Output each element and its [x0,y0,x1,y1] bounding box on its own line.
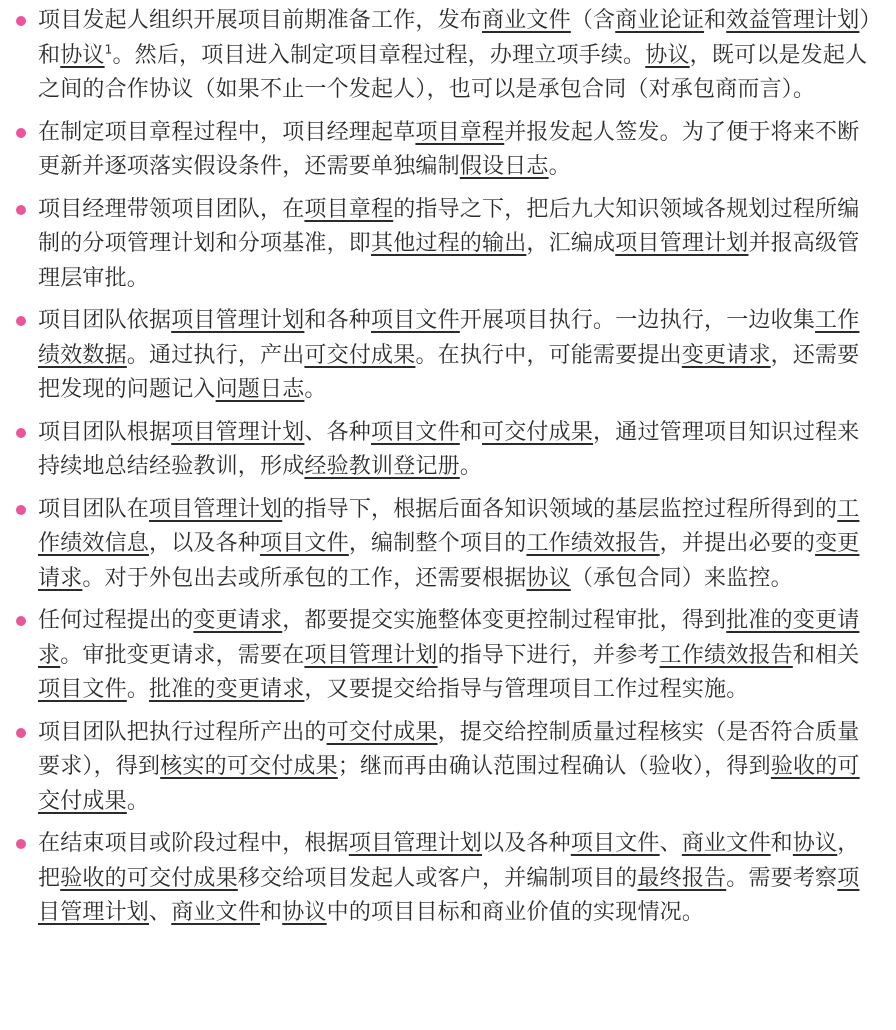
text-segment: 。 [548,154,571,179]
underlined-term: 商业文件 [482,8,571,33]
text-segment: 和 [459,419,483,445]
text-segment: 。 [459,454,483,479]
bullet-item [16,604,876,708]
text-segment: 、 [149,900,172,925]
text-segment: 并报高级管理层审批。 [38,231,860,291]
bullet-dot-icon [16,205,26,215]
underlined-term: 验收的可交付成果 [38,754,860,814]
underlined-term: 效益管理计划 [726,8,860,33]
text-segment: 。需要考察 [726,865,838,891]
text-segment: 移交给项目发起人或客户，并编制项目的 [237,865,638,891]
text-segment: 。 [126,788,150,814]
underlined-term: 变更请求 [193,608,283,633]
bullet-paragraph [38,831,859,925]
text-segment: ；继而再由确认范围过程确认（验收），得到 [337,754,771,779]
underlined-term: 最终报告 [637,865,727,891]
text-segment: 。在执行中，可能需要提出 [415,342,682,368]
underlined-term: 可交付成果 [482,419,594,445]
text-segment: 。 [126,677,150,702]
bullet-dot-icon [16,316,26,326]
text-segment: ，以及各种 [149,531,261,556]
text-segment: 、 [659,831,682,856]
underlined-term: 变更请求 [38,531,860,591]
text-segment: 的指导之下，把后九大知识领域各规划过程所编制的分项管理计划和分项基准，即 [38,196,860,256]
underlined-term: 工作绩效报告 [526,531,660,556]
bullet-paragraph [38,497,859,591]
text-segment: 项目团队把执行过程所产出的 [38,719,327,745]
underlined-term: 项目管理计划 [615,231,749,256]
text-segment: 和 [704,8,727,33]
text-segment: 项目团队依据 [38,308,172,333]
bullet-item [16,304,876,408]
underlined-term: 可交付成果 [326,719,438,745]
underlined-term: 商业论证 [615,8,705,33]
underlined-term: 批准的变更请求 [38,608,860,668]
underlined-term: 工作绩效数据 [38,308,860,368]
underlined-term: 变更请求 [681,342,771,368]
text-segment: 。通过执行，产出 [126,342,305,368]
bullet-dot-icon [16,616,26,626]
text-segment: 的指导下，根据后面各知识领域的基层监控过程所得到的 [282,496,838,522]
underlined-term: 项目管理计划 [149,496,283,522]
underlined-term: 问题日志 [215,377,305,402]
text-segment: （承包合同）来监控。 [570,565,793,591]
text-segment: ，还需要把发现的问题记入 [38,342,860,402]
text-segment: 项目团队根据 [38,419,172,445]
underlined-term: 项目管理计划 [348,831,483,856]
underlined-term: 可交付成果 [304,342,416,368]
underlined-term: 核实的可交付成果 [160,754,338,779]
text-segment: 项目发起人组织开展项目前期准备工作，发布 [38,8,483,33]
text-segment: 开展项目执行。一边执行，一边收集 [459,308,816,333]
text-segment: 。然后，项目进入制定项目章程过程，办理立项手续。 [112,42,646,68]
underlined-term: 项目文件 [38,677,127,702]
text-segment: ，都要提交实施整体变更控制过程审批，得到 [282,608,727,633]
text-segment: ，汇编成 [526,231,616,256]
text-segment: ，并提出必要的 [659,531,816,556]
underlined-term: 协议 [282,900,327,925]
text-segment: 和各种 [304,308,372,333]
text-segment: ，把 [38,831,860,891]
footnote-marker: 1 [104,42,113,57]
underlined-term: 经验教训登记册 [304,454,460,479]
underlined-term: 项目章程 [415,119,505,145]
text-segment: 在制定项目章程过程中，项目经理起草 [38,119,416,145]
underlined-term: 项目管理计划 [304,642,438,668]
text-segment: 在结束项目或阶段过程中，根据 [38,831,349,856]
text-segment: 和 [260,900,283,925]
bullet-item [16,716,876,820]
text-segment: ，通过管理项目知识过程来持续地总结经验教训，形成 [38,419,860,479]
bullet-paragraph [38,420,859,480]
underlined-term: 工作绩效信息 [38,496,860,556]
text-segment: 任何过程提出的 [38,608,194,633]
bullet-item [16,416,876,485]
underlined-term: 工作绩效报告 [659,642,793,668]
text-segment: ）和 [38,8,871,68]
underlined-term: 项目文件 [260,531,349,556]
underlined-term: 批准的变更请求 [149,677,305,702]
text-segment: （含 [570,8,616,33]
text-segment: 。 [304,377,327,402]
text-segment: 项目经理带领项目团队，在 [38,196,305,222]
bullet-item [16,4,876,108]
text-segment: ，既可以是发起人之间的合作协议（如果不止一个发起人），也可以是承包合同（对承包商而言）。 [38,42,868,102]
bullet-list [16,4,876,931]
bullet-item [16,493,876,597]
text-segment: 以及各种 [482,831,571,856]
underlined-term: 项目管理计划 [171,308,305,333]
underlined-term: 协议 [645,42,690,68]
underlined-term: 项目文件 [371,419,460,445]
text-segment: 、各种 [304,419,372,445]
text-segment: 中的项目目标和商业价值的实现情况。 [326,900,705,925]
bullet-dot-icon [16,428,26,438]
underlined-term: 商业文件 [681,831,771,856]
underlined-term: 协议 [60,42,105,68]
text-segment: 。审批变更请求，需要在 [60,642,305,668]
text-segment: 和相关 [792,642,860,668]
underlined-term: 项目章程 [304,196,394,222]
underlined-term: 商业文件 [171,900,261,925]
underlined-term: 协议 [526,565,571,591]
bullet-dot-icon [16,16,26,26]
text-segment: 并报发起人签发。为了便于将来不断更新并逐项落实假设条件，还需要单独编制 [38,119,860,179]
underlined-term: 协议 [792,831,838,856]
bullet-dot-icon [16,505,26,515]
underlined-term: 项目文件 [371,308,460,333]
underlined-term: 项目文件 [570,831,660,856]
text-segment: 和 [770,831,793,856]
text-segment: ，又要提交给指导与管理项目工作过程实施。 [304,677,749,702]
text-segment: 项目团队在 [38,496,150,522]
underlined-term: 项目管理计划 [38,865,860,925]
text-segment: 。对于外包出去或所承包的工作，还需要根据 [82,565,527,591]
bullet-paragraph [38,120,859,180]
text-segment: ，编制整个项目的 [348,531,527,556]
text-segment: ，提交给控制质量过程核实（是否符合质量要求），得到 [38,719,860,779]
bullet-item [16,193,876,297]
bullet-dot-icon [16,128,26,138]
underlined-term: 其他过程的输出 [371,231,527,256]
bullet-dot-icon [16,839,26,849]
underlined-term: 假设日志 [459,154,549,179]
bullet-paragraph [38,308,859,402]
bullet-paragraph [38,608,859,702]
underlined-term: 项目管理计划 [171,419,305,445]
underlined-term: 验收的可交付成果 [60,865,238,891]
bullet-paragraph [38,720,860,814]
bullet-paragraph [38,8,871,102]
bullet-item [16,827,876,931]
bullet-paragraph [38,197,859,291]
bullet-dot-icon [16,728,26,738]
bullet-item [16,116,876,185]
text-segment: 的指导下进行，并参考 [437,642,660,668]
